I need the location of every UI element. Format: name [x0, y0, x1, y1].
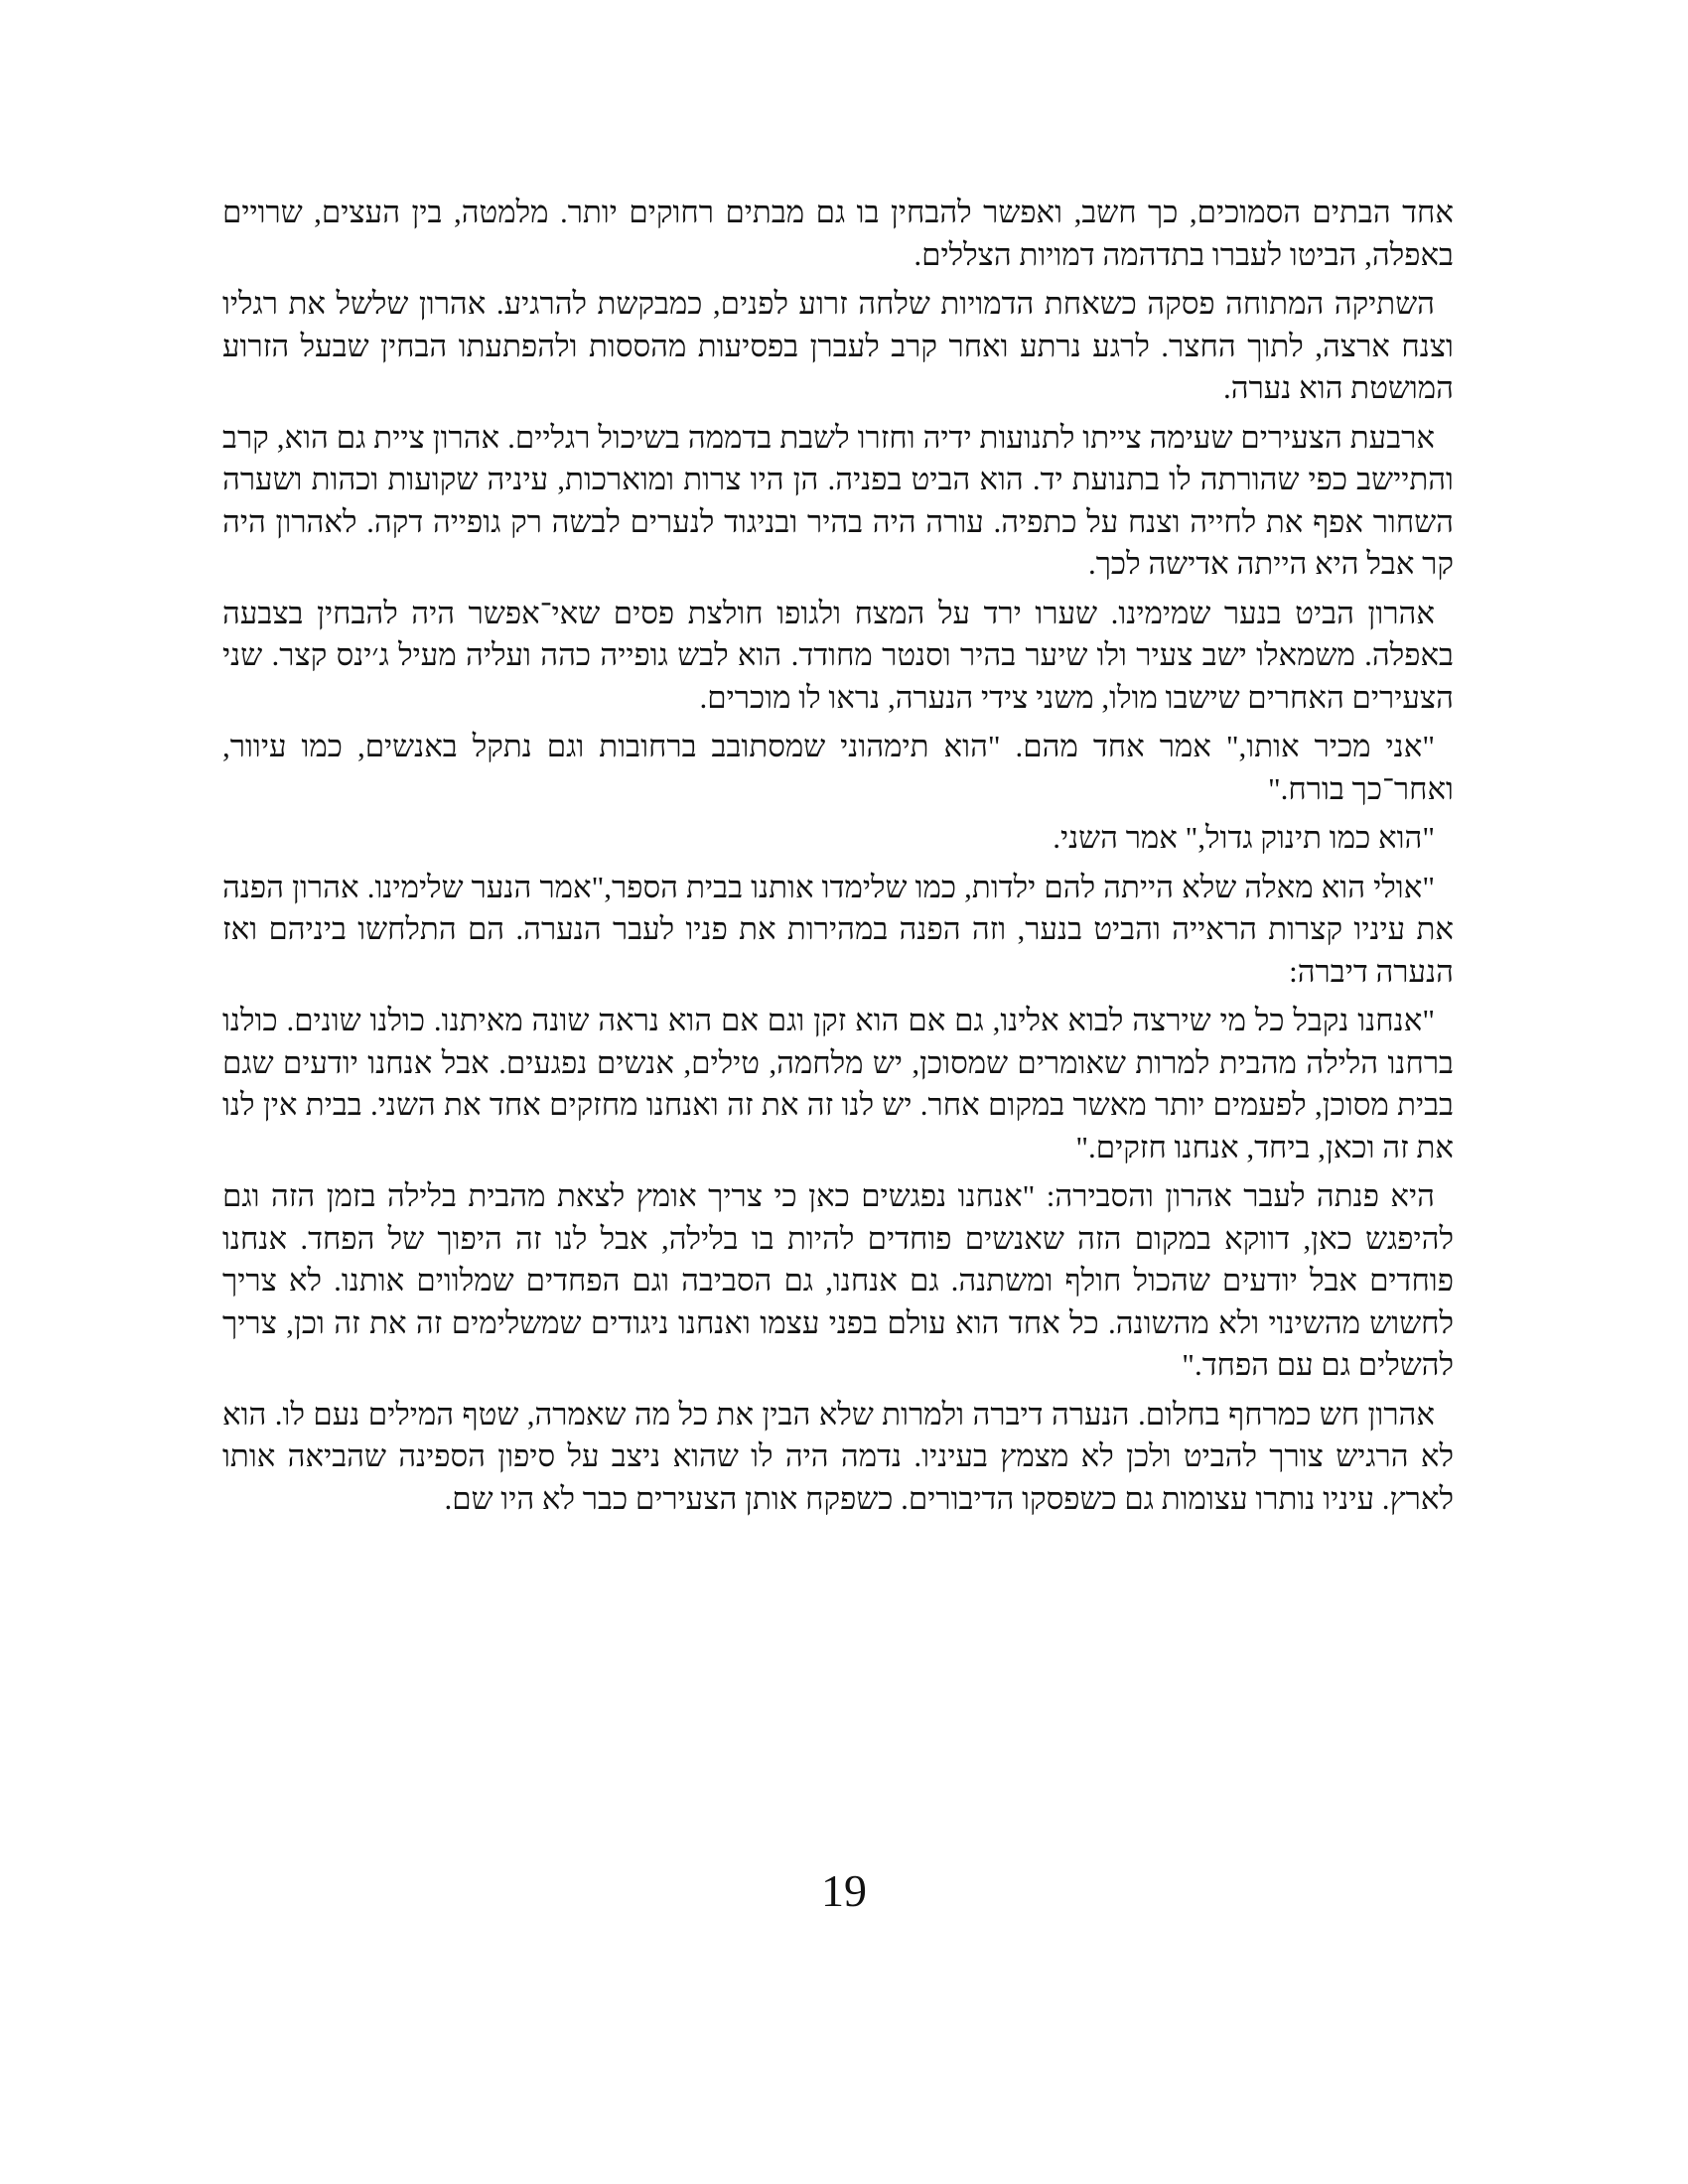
paragraph-10: אהרון חש כמרחף בחלום. הנערה דיברה ולמרות שלא הבין את כל מה שאמרה, שטף המילים נעם לו. הוא לא הרגיש צורך להביט ולכן לא מצמץ בעיניו. נדמה היה לו שהוא ניצב על סיפון הספינה שהביאה אותו לארץ. עיניו נותרו עצומות גם כשפסקו הדיבורים. כשפקח אותן הצעירים כבר לא היו שם.	[222, 1396, 1454, 1516]
body-text	[222, 192, 1454, 1527]
paragraph-7: "אולי הוא מאלה שלא הייתה להם ילדות, כמו שלימדו אותנו בבית הספר,"אמר הנער שלימינו. אהרון הפנה את עיניו קצרות הראייה והביט בנער, וזה הפנה במהירות את פניו לעבר הנערה. הם התלחשו ביניהם ואז הנערה דיברה:	[222, 869, 1454, 989]
paragraph-3: ארבעת הצעירים שעימה צייתו לתנועות ידיה וחזרו לשבת בדממה בשיכול רגליים. אהרון ציית גם הוא, קרב והתיישב כפי שהורתה לו בתנועת יד. הוא הביט בפניה. הן היו צרות ומוארכות, עיניה שקועות וכהות ושערה השחור אפף את לחייה וצנח על כתפיה. עורה היה בהיר ובניגוד לנערים לבשה רק גופייה דקה. לאהרון היה קר אבל היא הייתה אדישה לכך.	[222, 419, 1454, 581]
paragraph-2: השתיקה המתוחה פסקה כשאחת הדמויות שלחה זרוע לפנים, כמבקשת להרגיע. אהרון שלשל את רגליו וצנח ארצה, לתוך החצר. לרגע נרתע ואחר קרב לעברן בפסיעות מהססות ולהפתעתו הבחין שבעל הזרוע המושטת הוא נערה.	[222, 286, 1454, 405]
paragraph-1: אחד הבתים הסמוכים, כך חשב, ואפשר להבחין בו גם מבתים רחוקים יותר. מלמטה, בין העצים, שרויים באפלה, הביטו לעברו בתדהמה דמויות הצללים.	[222, 195, 1454, 272]
page-number: 19	[821, 1865, 867, 1916]
paragraph-6: "הוא כמו תינוק גדול," אמר השני.	[1053, 820, 1435, 855]
paragraph-5: "אני מכיר אותו," אמר אחד מהם. "הוא תימהוני שמסתובב ברחובות וגם נתקל באנשים, כמו עיוור, ואחר־כך בורח."	[222, 729, 1454, 806]
paragraph-8: "אנחנו נקבל כל מי שירצה לבוא אלינו, גם אם הוא זקן וגם אם הוא נראה שונה מאיתנו. כולנו שונים. כולנו ברחנו הלילה מהבית למרות שאומרים שמסוכן, יש מלחמה, טילים, אנשים נפגעים. אבל אנחנו יודעים שגם בבית מסוכן, לפעמים יותר מאשר במקום אחר. יש לנו זה את זה ואנחנו מחזקים אחד את השני. בבית אין לנו את זה וכאן, ביחד, אנחנו חזקים."	[222, 1003, 1454, 1164]
paragraph-9: היא פנתה לעבר אהרון והסבירה: "אנחנו נפגשים כאן כי צריך אומץ לצאת מהבית בלילה בזמן הזה וגם להיפגש כאן, דווקא במקום הזה שאנשים פוחדים להיות בו בלילה, אבל לנו זה היפוך של הפחד. אנחנו פוחדים אבל יודעים שהכול חולף ומשתנה. גם אנחנו, גם הסביבה וגם הפחדים שמלווים אותנו. לא צריך לחשוש מהשינוי ולא מהשונה. כל אחד הוא עולם בפני עצמו ואנחנו ניגודים שמשלימים זה את זה וכן, צריך להשלים גם עם הפחד."	[222, 1178, 1454, 1382]
paragraph-4: אהרון הביט בנער שמימינו. שערו ירד על המצח ולגופו חולצת פסים שאי־אפשר היה להבחין בצבעה באפלה. משמאלו ישב צעיר ולו שיער בהיר וסנטר מחודד. הוא לבש גופייה כהה ועליה מעיל ג׳ינס קצר. שני הצעירים האחרים שישבו מולו, משני צידי הנערה, נראו לו מוכרים.	[222, 595, 1454, 715]
